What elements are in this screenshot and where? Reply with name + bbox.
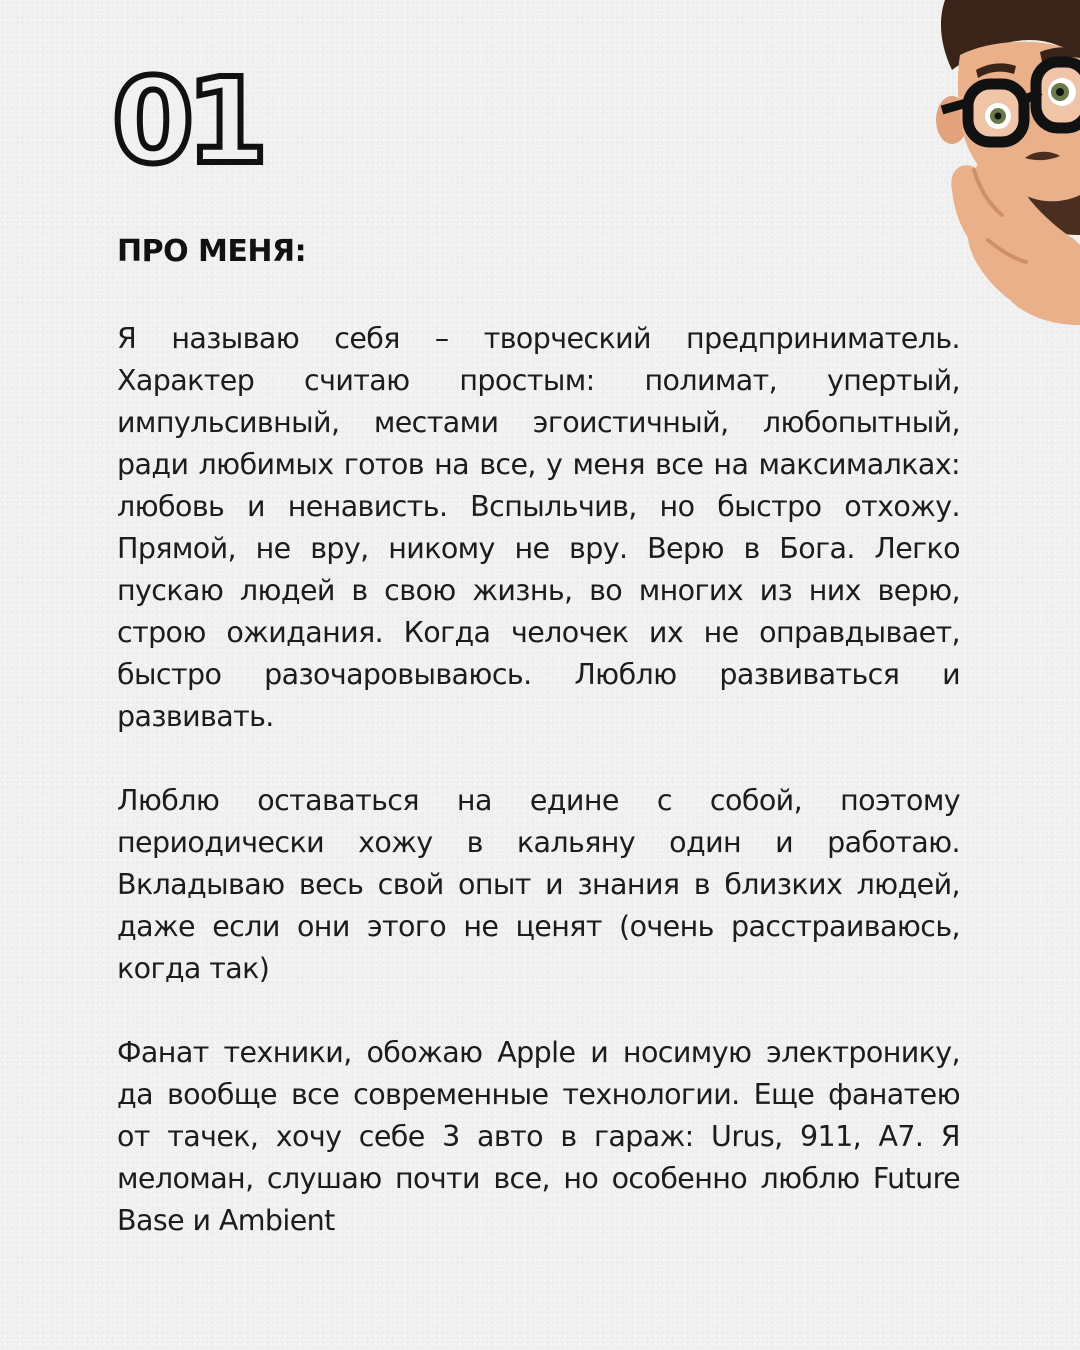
section-title: ПРО МЕНЯ:: [117, 234, 307, 269]
body-text: [117, 318, 960, 1284]
paragraph-about-solitude: Люблю оставаться на едине с собой, поэтому периодически хожу в кальяну один и работаю. Вкладываю весь свой опыт и знания в близких людей, даже если они этого не ценят (очень расстраиваюсь, когда так): [117, 784, 960, 985]
memoji-avatar-icon: [890, 0, 1080, 325]
paragraph-about-hobbies: Фанат техники, обожаю Apple и носимую электронику, да вообще все современные технологии. Еще фанатею от тачек, хочу себе 3 авто в гараж: Urus, 911, A7. Я меломан, слушаю почти все, но особенно люблю Future Base и Ambient: [117, 1036, 960, 1237]
paragraph-about-character: Я называю себя – творческий предприниматель. Характер считаю простым: полимат, упертый, импульсивный, местами эгоистичный, любопытный, ради любимых готов на все, у меня все на максималках: любовь и ненависть. Вспыльчив, но быстро отхожу. Прямой, не вру, никому не вру. Верю в Бога. Легко пускаю людей в свою жизнь, во многих из них верю, строю ожидания. Когда челочек их не оправдывает, быстро разочаровываюсь. Люблю развиваться и развивать.: [117, 322, 960, 733]
page-number: 01: [112, 52, 261, 190]
